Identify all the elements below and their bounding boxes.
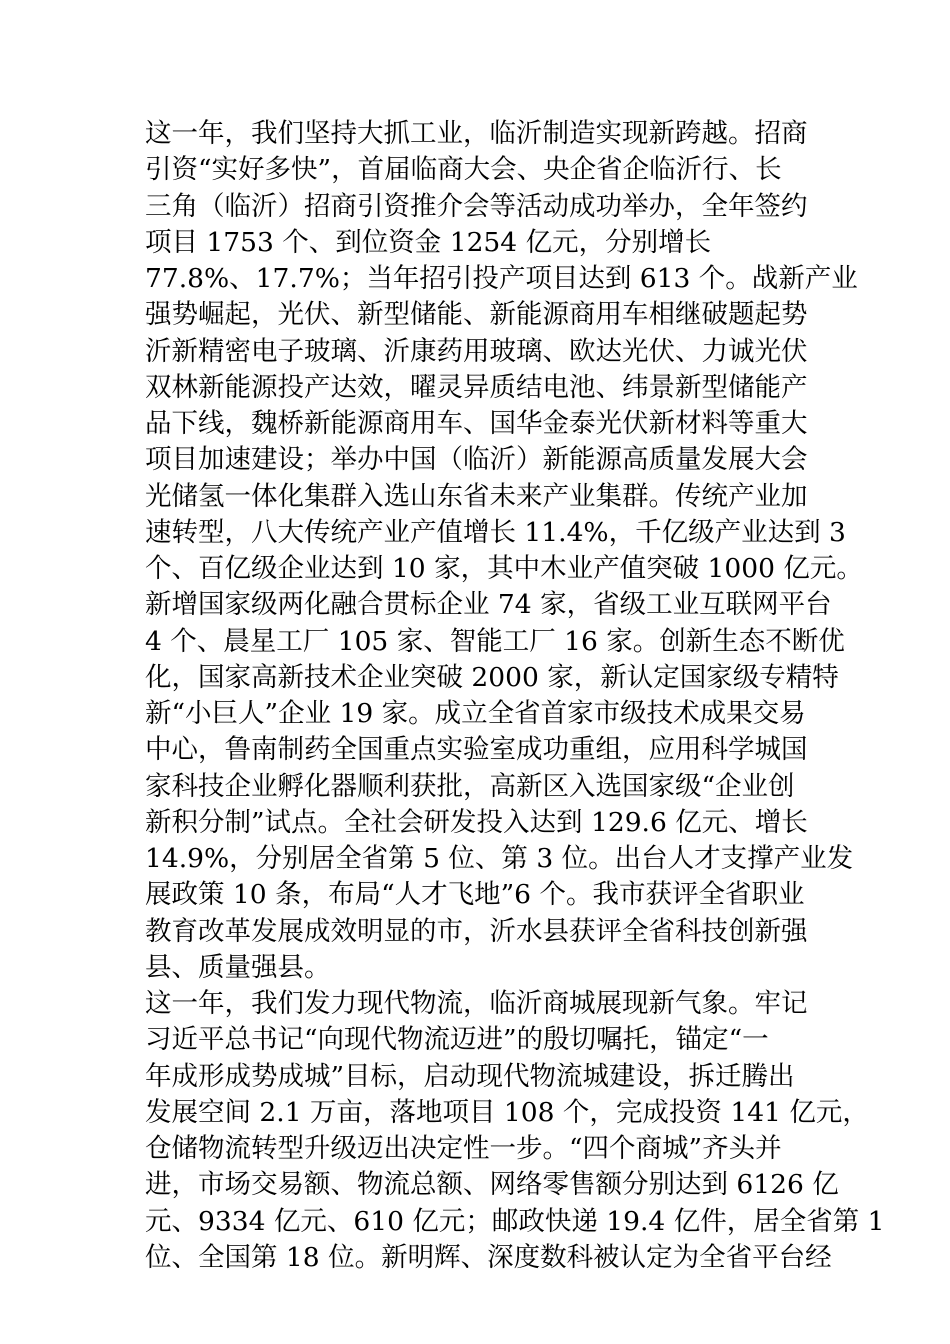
text-line: 仓储物流转型升级迈出决定性一步。“四个商城”齐头并	[145, 1133, 782, 1164]
text-line: 化，国家高新技术企业突破 2000 家，新认定国家级专精特	[145, 661, 839, 693]
text-line: 展政策 10 条，布局“人才飞地”6 个。我市获评全省职业	[145, 879, 805, 911]
document-body	[145, 116, 885, 1276]
text-line: 发展空间 2.1 万亩，落地项目 108 个，完成投资 141 亿元，	[145, 1096, 869, 1128]
text-line: 教育改革发展成效明显的市，沂水县获评全省科技创新强	[145, 915, 808, 947]
text-line: 强势崛起，光伏、新型储能、新能源商用车相继破题起势	[145, 299, 808, 331]
text-line: 元、9334 亿元、610 亿元；邮政快递 19.4 亿件，居全省第 1	[145, 1205, 885, 1237]
text-line: 新“小巨人”企业 19 家。成立全省首家市级技术成果交易	[145, 698, 806, 729]
text-line: 习近平总书记“向现代物流迈进”的殷切嘱托，锚定“一	[145, 1024, 769, 1056]
text-line: 4 个、晨星工厂 105 家、智能工厂 16 家。创新生态不断优	[145, 625, 845, 657]
text-line: 这一年，我们坚持大抓工业，临沂制造实现新跨越。招商	[145, 118, 808, 149]
text-line: 新积分制”试点。全社会研发投入达到 129.6 亿元、增长	[145, 806, 808, 838]
paragraph	[145, 986, 885, 1276]
text-line: 新增国家级两化融合贯标企业 74 家，省级工业互联网平台	[145, 589, 832, 621]
text-line: 县、质量强县。	[145, 951, 331, 983]
text-line: 这一年，我们发力现代物流，临沂商城展现新气象。牢记	[145, 988, 808, 1019]
text-line: 三角（临沂）招商引资推介会等活动成功举办，全年签约	[145, 190, 808, 222]
text-line: 中心，鲁南制药全国重点实验室成功重组，应用科学城国	[145, 734, 808, 766]
text-line: 个、百亿级企业达到 10 家，其中木业产值突破 1000 亿元。	[145, 553, 863, 584]
text-line: 家科技企业孵化器顺利获批，高新区入选国家级“企业创	[145, 770, 795, 802]
text-line: 年成形成势成城”目标，启动现代物流城建设，拆迁腾出	[145, 1060, 795, 1092]
text-line: 14.9%，分别居全省第 5 位、第 3 位。出台人才支撑产业发	[145, 843, 854, 874]
text-line: 项目加速建设；举办中国（临沂）新能源高质量发展大会	[145, 444, 808, 476]
text-line: 品下线，魏桥新能源商用车、国华金泰光伏新材料等重大	[145, 408, 808, 439]
text-line: 双林新能源投产达效，曜灵异质结电池、纬景新型储能产	[145, 371, 808, 403]
text-line: 沂新精密电子玻璃、沂康药用玻璃、欧达光伏、力诚光伏	[145, 335, 808, 367]
text-line: 引资“实好多快”，首届临商大会、央企省企临沂行、长	[145, 154, 782, 186]
text-line: 位、全国第 18 位。新明辉、深度数科被认定为全省平台经	[145, 1241, 832, 1273]
text-line: 光储氢一体化集群入选山东省未来产业集群。传统产业加	[145, 480, 808, 512]
paragraph	[145, 116, 863, 986]
text-line: 速转型，八大传统产业产值增长 11.4%，千亿级产业达到 3	[145, 516, 846, 548]
text-line: 进，市场交易额、物流总额、网络零售额分别达到 6126 亿	[145, 1169, 839, 1201]
text-line: 77.8%、17.7%；当年招引投产项目达到 613 个。战新产业	[145, 263, 858, 294]
text-line: 项目 1753 个、到位资金 1254 亿元，分别增长	[145, 226, 712, 258]
